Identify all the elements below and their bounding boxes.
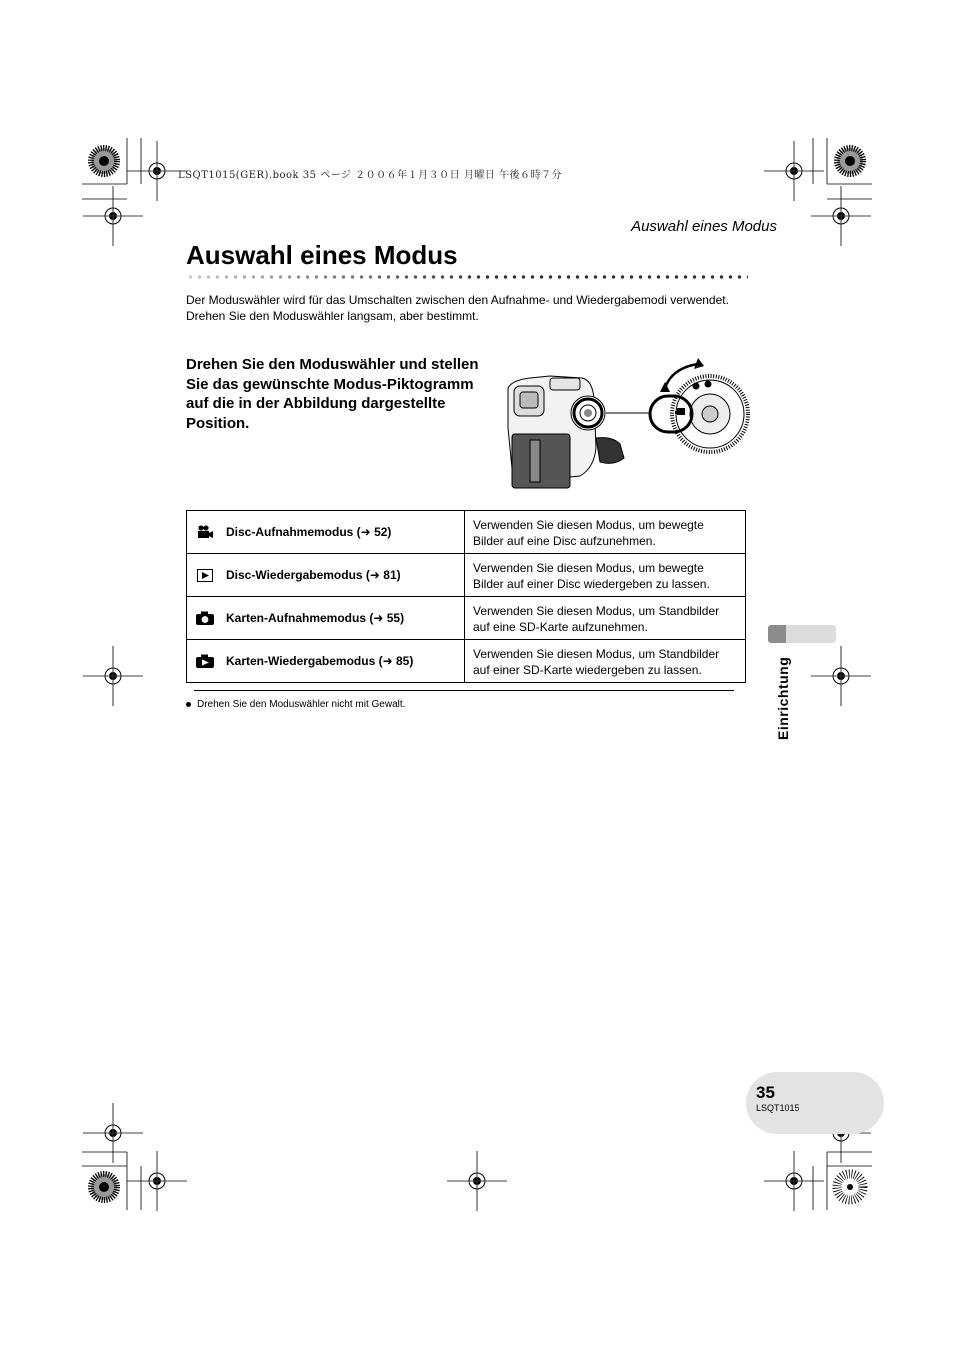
- title-dotted-rule-fade: [186, 274, 486, 280]
- camcorder-body: [508, 376, 624, 488]
- note-text: Drehen Sie den Moduswähler nicht mit Gewalt.: [197, 699, 406, 710]
- mode-name-cell: [187, 597, 465, 640]
- table-row: [187, 554, 746, 597]
- mode-name: Disc-Aufnahmemodus (➜ 52): [226, 525, 392, 539]
- registration-mark: [811, 186, 871, 246]
- running-head: Auswahl eines Modus: [631, 218, 777, 235]
- registration-mark: [127, 1151, 187, 1211]
- note-separator: [194, 690, 734, 691]
- mode-name-cell: [187, 554, 465, 597]
- section-tab-label: Einrichtung: [775, 656, 791, 740]
- document-code: LSQT1015: [756, 1103, 800, 1113]
- table-row: [187, 511, 746, 554]
- playback-icon: [196, 567, 214, 583]
- color-target-bottom-left: [91, 1174, 117, 1200]
- color-target-top-left: [91, 148, 117, 174]
- mode-name: Karten-Aufnahmemodus (➜ 55): [226, 611, 405, 625]
- mode-name: Karten-Wiedergabemodus (➜ 85): [226, 654, 414, 668]
- mode-name-cell: [187, 511, 465, 554]
- mode-name-cell: [187, 640, 465, 683]
- card-playback-icon: [196, 653, 214, 669]
- registration-mark: [764, 1151, 824, 1211]
- color-target-bottom-right: [837, 1174, 863, 1200]
- mode-description: Verwenden Sie diesen Modus, um bewegte Bilder auf einer Disc wiedergeben zu lassen.: [465, 554, 746, 597]
- registration-mark: [447, 1151, 507, 1211]
- bullet-icon: [186, 702, 191, 707]
- registration-mark: [764, 141, 824, 201]
- registration-mark: [83, 1103, 143, 1163]
- mode-table: [186, 510, 746, 683]
- intro-line-2: Drehen Sie den Moduswähler langsam, aber bestimmt.: [186, 309, 479, 323]
- camcorder-illustration: [500, 358, 750, 490]
- mode-description: Verwenden Sie diesen Modus, um Standbilder auf einer SD-Karte wiedergeben zu lassen.: [465, 640, 746, 683]
- registration-mark: [83, 186, 143, 246]
- mode-description: Verwenden Sie diesen Modus, um Standbilder auf eine SD-Karte aufzunehmen.: [465, 597, 746, 640]
- registration-mark: [811, 646, 871, 706]
- page-title: Auswahl eines Modus: [186, 240, 458, 270]
- mode-description: Verwenden Sie diesen Modus, um bewegte Bilder auf eine Disc aufzunehmen.: [465, 511, 746, 554]
- note: [186, 699, 405, 710]
- intro-line-1: Der Moduswähler wird für das Umschalten zwischen den Aufnahme- und Wiedergabemodi verwendet.: [186, 293, 729, 307]
- intro-text: [186, 292, 746, 324]
- registration-mark: [83, 646, 143, 706]
- mode-dial-enlarged: [672, 376, 748, 452]
- movie-camera-icon: [196, 524, 214, 540]
- page-number: 35: [756, 1083, 775, 1102]
- mode-name: Disc-Wiedergabemodus (➜ 81): [226, 568, 401, 582]
- still-camera-icon: [196, 610, 214, 626]
- print-header: LSQT1015(GER).book 35 ページ ２００６年１月３０日 月曜日 午後６時７分: [178, 170, 563, 181]
- section-tab-marker: [768, 625, 786, 643]
- color-target-top-right: [837, 148, 863, 174]
- instruction-heading: Drehen Sie den Moduswähler und stellen Sie das gewünschte Modus-Piktogramm auf die in der Abbildung dargestellte Position.: [186, 356, 479, 432]
- table-row: [187, 640, 746, 683]
- table-row: [187, 597, 746, 640]
